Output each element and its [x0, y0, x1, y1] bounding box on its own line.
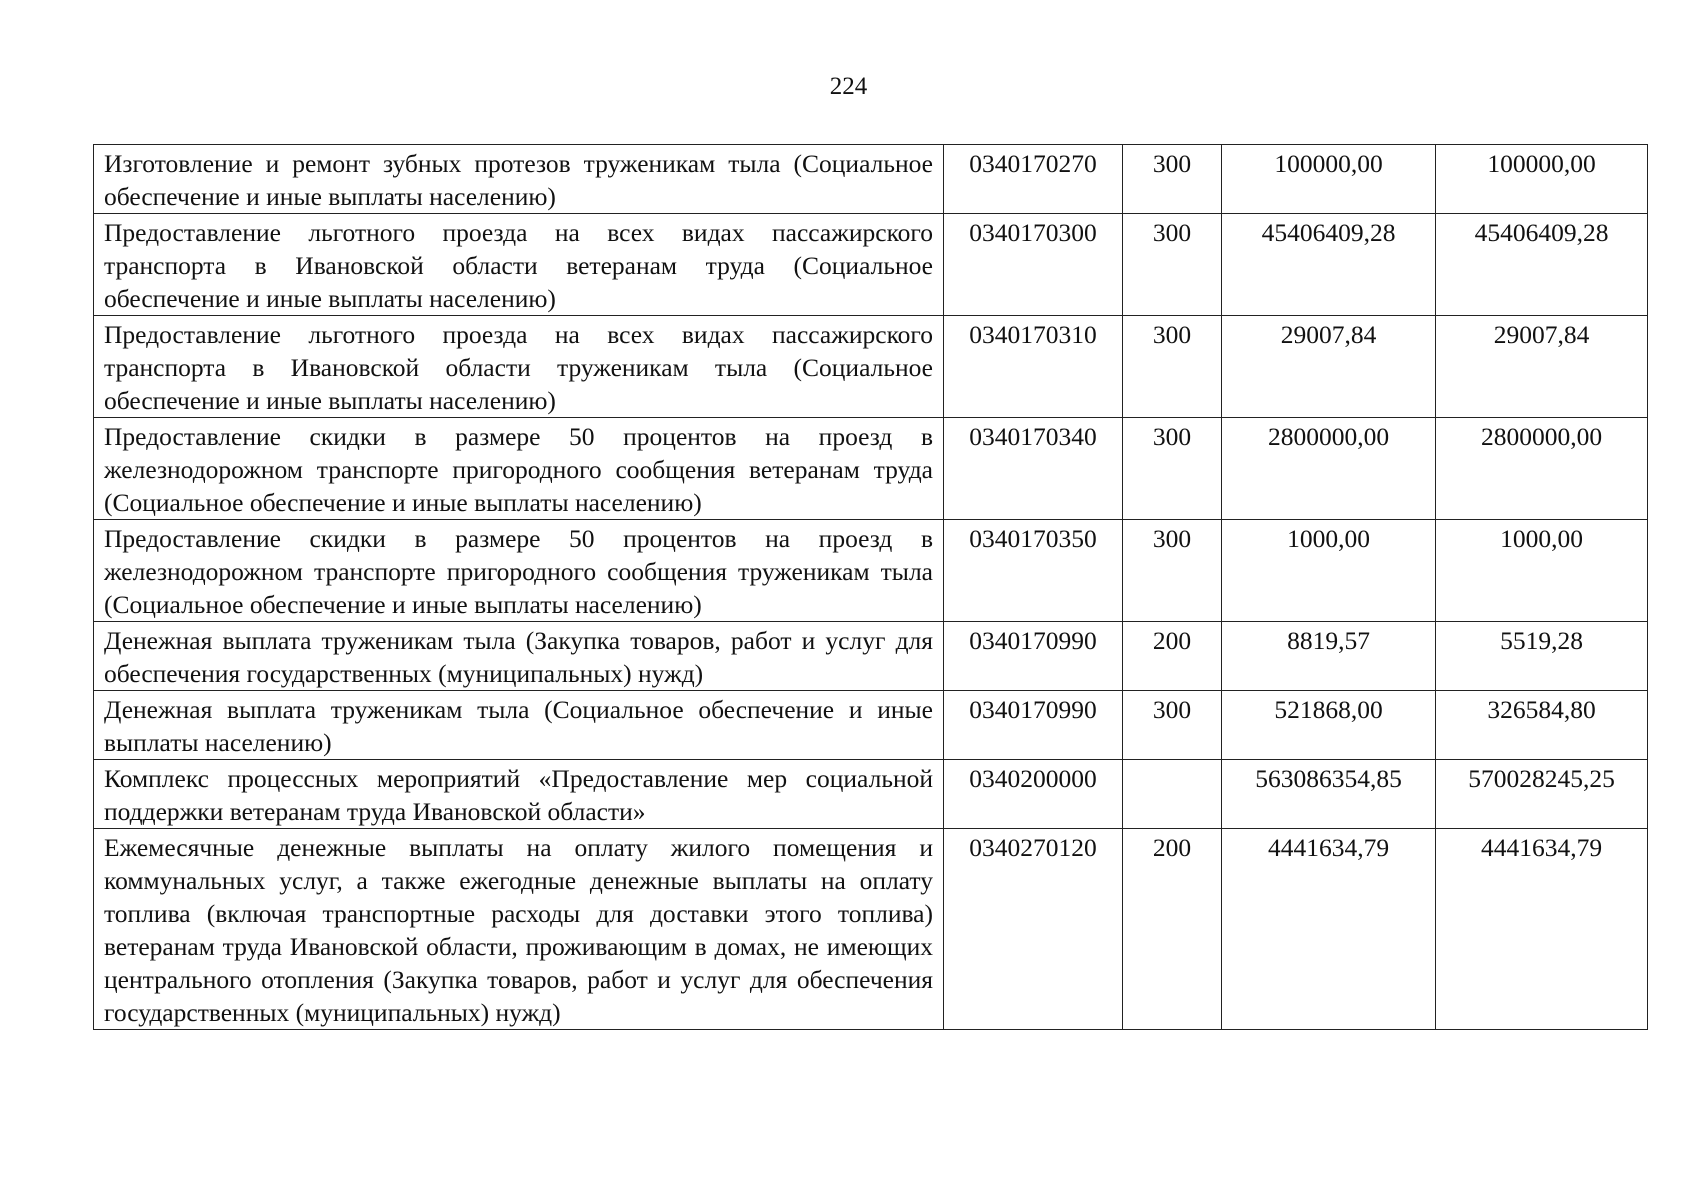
row-expense-type: 300	[1123, 145, 1222, 214]
budget-table	[93, 144, 1648, 1030]
row-description: Денежная выплата труженикам тыла (Закупка товаров, работ и услуг для обеспечения государственных (муниципальных) нужд)	[94, 622, 944, 691]
row-target-code: 0340170270	[944, 145, 1123, 214]
row-amount-1: 2800000,00	[1222, 418, 1436, 520]
row-description: Предоставление скидки в размере 50 процентов на проезд в железнодорожном транспорте пригородного сообщения ветеранам труда (Социальное обеспечение и иные выплаты населению)	[94, 418, 944, 520]
row-amount-2: 2800000,00	[1436, 418, 1648, 520]
row-target-code: 0340170990	[944, 691, 1123, 760]
row-description: Денежная выплата труженикам тыла (Социальное обеспечение и иные выплаты населению)	[94, 691, 944, 760]
row-amount-1: 45406409,28	[1222, 214, 1436, 316]
row-description: Ежемесячные денежные выплаты на оплату жилого помещения и коммунальных услуг, а также ежегодные денежные выплаты на оплату топлива (включая транспортные расходы для доставки этого топлива) ветеранам труда Ивановской области, проживающим в домах, не имеющих центрального отопления (Закупка товаров, работ и услуг для обеспечения государственных (муниципальных) нужд)	[94, 829, 944, 1030]
table-row	[94, 760, 1648, 829]
table-row	[94, 520, 1648, 622]
row-target-code: 0340200000	[944, 760, 1123, 829]
table-row	[94, 418, 1648, 520]
table-row	[94, 145, 1648, 214]
row-amount-2: 100000,00	[1436, 145, 1648, 214]
row-description: Предоставление льготного проезда на всех видах пассажирского транспорта в Ивановской области ветеранам труда (Социальное обеспечение и иные выплаты населению)	[94, 214, 944, 316]
row-target-code: 0340170350	[944, 520, 1123, 622]
row-amount-2: 4441634,79	[1436, 829, 1648, 1030]
row-description: Предоставление скидки в размере 50 процентов на проезд в железнодорожном транспорте пригородного сообщения труженикам тыла (Социальное обеспечение и иные выплаты населению)	[94, 520, 944, 622]
row-description: Комплекс процессных мероприятий «Предоставление мер социальной поддержки ветеранам труда Ивановской области»	[94, 760, 944, 829]
row-expense-type: 200	[1123, 622, 1222, 691]
table-row	[94, 691, 1648, 760]
row-expense-type: 300	[1123, 316, 1222, 418]
row-amount-2: 5519,28	[1436, 622, 1648, 691]
table-row	[94, 829, 1648, 1030]
row-expense-type	[1123, 760, 1222, 829]
table-row	[94, 214, 1648, 316]
row-amount-1: 1000,00	[1222, 520, 1436, 622]
row-expense-type: 300	[1123, 214, 1222, 316]
row-amount-2: 326584,80	[1436, 691, 1648, 760]
row-amount-2: 1000,00	[1436, 520, 1648, 622]
row-target-code: 0340270120	[944, 829, 1123, 1030]
row-expense-type: 300	[1123, 691, 1222, 760]
row-amount-1: 29007,84	[1222, 316, 1436, 418]
row-amount-1: 563086354,85	[1222, 760, 1436, 829]
row-amount-1: 521868,00	[1222, 691, 1436, 760]
row-expense-type: 300	[1123, 418, 1222, 520]
row-target-code: 0340170310	[944, 316, 1123, 418]
row-description: Предоставление льготного проезда на всех видах пассажирского транспорта в Ивановской области труженикам тыла (Социальное обеспечение и иные выплаты населению)	[94, 316, 944, 418]
row-amount-1: 100000,00	[1222, 145, 1436, 214]
row-description: Изготовление и ремонт зубных протезов труженикам тыла (Социальное обеспечение и иные выплаты населению)	[94, 145, 944, 214]
row-amount-2: 570028245,25	[1436, 760, 1648, 829]
table-row	[94, 316, 1648, 418]
page-number: 224	[829, 73, 868, 100]
row-expense-type: 200	[1123, 829, 1222, 1030]
row-target-code: 0340170340	[944, 418, 1123, 520]
row-target-code: 0340170990	[944, 622, 1123, 691]
row-target-code: 0340170300	[944, 214, 1123, 316]
table-row	[94, 622, 1648, 691]
row-amount-1: 4441634,79	[1222, 829, 1436, 1030]
row-amount-1: 8819,57	[1222, 622, 1436, 691]
row-amount-2: 45406409,28	[1436, 214, 1648, 316]
row-expense-type: 300	[1123, 520, 1222, 622]
row-amount-2: 29007,84	[1436, 316, 1648, 418]
